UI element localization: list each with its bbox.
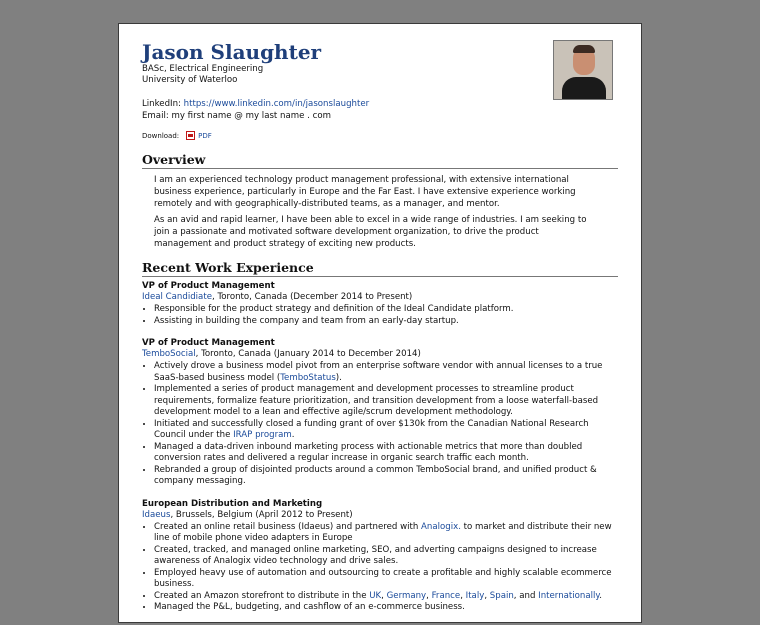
candidate-name: Jason Slaughter <box>142 40 322 64</box>
bullet-text: ). <box>335 372 342 383</box>
amazon-germany-link[interactable]: Germany <box>386 590 427 601</box>
irap-link[interactable]: IRAP program <box>233 430 292 440</box>
analogix-link[interactable]: Analogix. <box>421 521 461 532</box>
list-item: • Created, tracked, and managed online marketing, SEO, and adverting campaigns designed to increase awareness of Analogix video technology and drive sales. <box>154 545 622 568</box>
download-line <box>142 131 542 140</box>
job-role: VP of Product Management <box>142 338 275 348</box>
separator: , <box>484 590 490 601</box>
list-item <box>154 361 622 384</box>
photo-hair <box>573 45 595 53</box>
company-link[interactable]: TemboSocial <box>142 349 196 359</box>
pdf-icon[interactable] <box>186 131 195 140</box>
pdf-download-link[interactable]: PDF <box>198 131 212 140</box>
bullet-text: Actively drove a business model pivot from an enterprise software vendor with annual licenses to a true SaaS-based business model ( <box>154 361 603 383</box>
list-item <box>154 419 622 442</box>
linkedin-label: LinkedIn: <box>142 99 181 109</box>
job-role: VP of Product Management <box>142 281 275 291</box>
download-label: Download: <box>142 131 180 140</box>
bullet-text: to market and distribute their new line of mobile phone video adapters in Europe <box>154 521 612 543</box>
amazon-uk-link[interactable]: UK <box>369 590 382 601</box>
overview-heading: Overview <box>142 152 618 169</box>
company-link[interactable]: Ideal Candidiate <box>142 292 212 302</box>
amazon-international-link[interactable]: Internationally <box>538 590 600 601</box>
overview-paragraph: I am an experienced technology product management professional, with extensive international business experience, particularly in Europe and the Far East. I have extensive experience working remotely and with geographically-distributed teams, as a manager, and mentor. <box>154 175 576 209</box>
job-bullets <box>142 361 622 488</box>
degree: BASc, Electrical Engineering <box>142 64 264 74</box>
list-item <box>154 522 622 545</box>
photo-shirt <box>562 77 606 100</box>
job-meta <box>142 349 622 360</box>
separator: , <box>426 590 432 601</box>
separator: , <box>381 590 387 601</box>
separator: , and <box>513 590 539 601</box>
profile-photo <box>553 40 613 100</box>
overview-text <box>154 174 599 254</box>
separator: , <box>460 590 466 601</box>
job-location-dates: , Toronto, Canada (December 2014 to Present) <box>211 292 413 302</box>
list-item: • Implemented a series of product management and development processes to streamline product requirements, formalize feature prioritization, and transition development from a loose waterfall-based development model to a lean and effective agile/scrum development methodology. <box>154 384 622 419</box>
job-role: European Distribution and Marketing <box>142 498 323 509</box>
linkedin-line <box>142 99 542 110</box>
job-entry <box>142 281 622 327</box>
tembostatus-link[interactable]: TemboStatus <box>280 372 336 383</box>
experience-heading: Recent Work Experience <box>142 260 618 277</box>
separator: . <box>599 590 603 601</box>
list-item: • Employed heavy use of automation and outsourcing to create a profitable and highly scalable ecommerce business. <box>154 568 622 591</box>
linkedin-link[interactable]: https://www.linkedin.com/in/jasonslaughter <box>183 99 370 109</box>
header <box>142 40 542 140</box>
list-item: • Responsible for the product strategy and definition of the Ideal Candidate platform. <box>154 304 622 316</box>
amazon-italy-link[interactable]: Italy <box>465 590 485 601</box>
job-bullets <box>142 304 622 327</box>
amazon-france-link[interactable]: France <box>431 590 461 601</box>
bullet-text: Created an online retail business (Idaeus) and partnered with <box>154 521 422 532</box>
resume-page <box>118 23 642 623</box>
email-line: Email: my first name @ my last name . com <box>142 111 331 121</box>
job-entry <box>142 499 622 614</box>
company-link[interactable]: Idaeus <box>142 509 171 520</box>
list-item: • Rebranded a group of disjointed products around a common TemboSocial brand, and unified product & company messaging. <box>154 465 622 488</box>
bullet-text: . <box>291 430 295 440</box>
job-location-dates: , Brussels, Belgium (April 2012 to Present) <box>170 509 353 520</box>
overview-paragraph: As an avid and rapid learner, I have been able to excel in a wide range of industries. I am seeking to join a passionate and motivated software development organization, to drive the product management and product strategy of exciting new products. <box>154 215 587 249</box>
list-item: • Managed a data-driven inbound marketing process with actionable metrics that more than doubled conversion rates and delivered a regular increase in organic search traffic each month. <box>154 442 622 465</box>
job-entry <box>142 338 622 488</box>
list-item: • Managed the P&L, budgeting, and cashflow of an e-commerce business. <box>154 602 622 614</box>
school: University of Waterloo <box>142 75 238 85</box>
list-item <box>154 591 622 603</box>
bullet-text: Created an Amazon storefront to distribute in the <box>154 590 370 601</box>
job-meta <box>142 292 622 303</box>
job-meta <box>142 510 622 521</box>
job-list <box>142 281 622 625</box>
job-location-dates: , Toronto, Canada (January 2014 to December 2014) <box>195 349 421 359</box>
bullet-text: Initiated and successfully closed a funding grant of over $130k from the Canadian National Research Council under the <box>154 418 589 440</box>
list-item: • Assisting in building the company and team from an early-day startup. <box>154 316 622 328</box>
amazon-spain-link[interactable]: Spain <box>489 590 514 601</box>
